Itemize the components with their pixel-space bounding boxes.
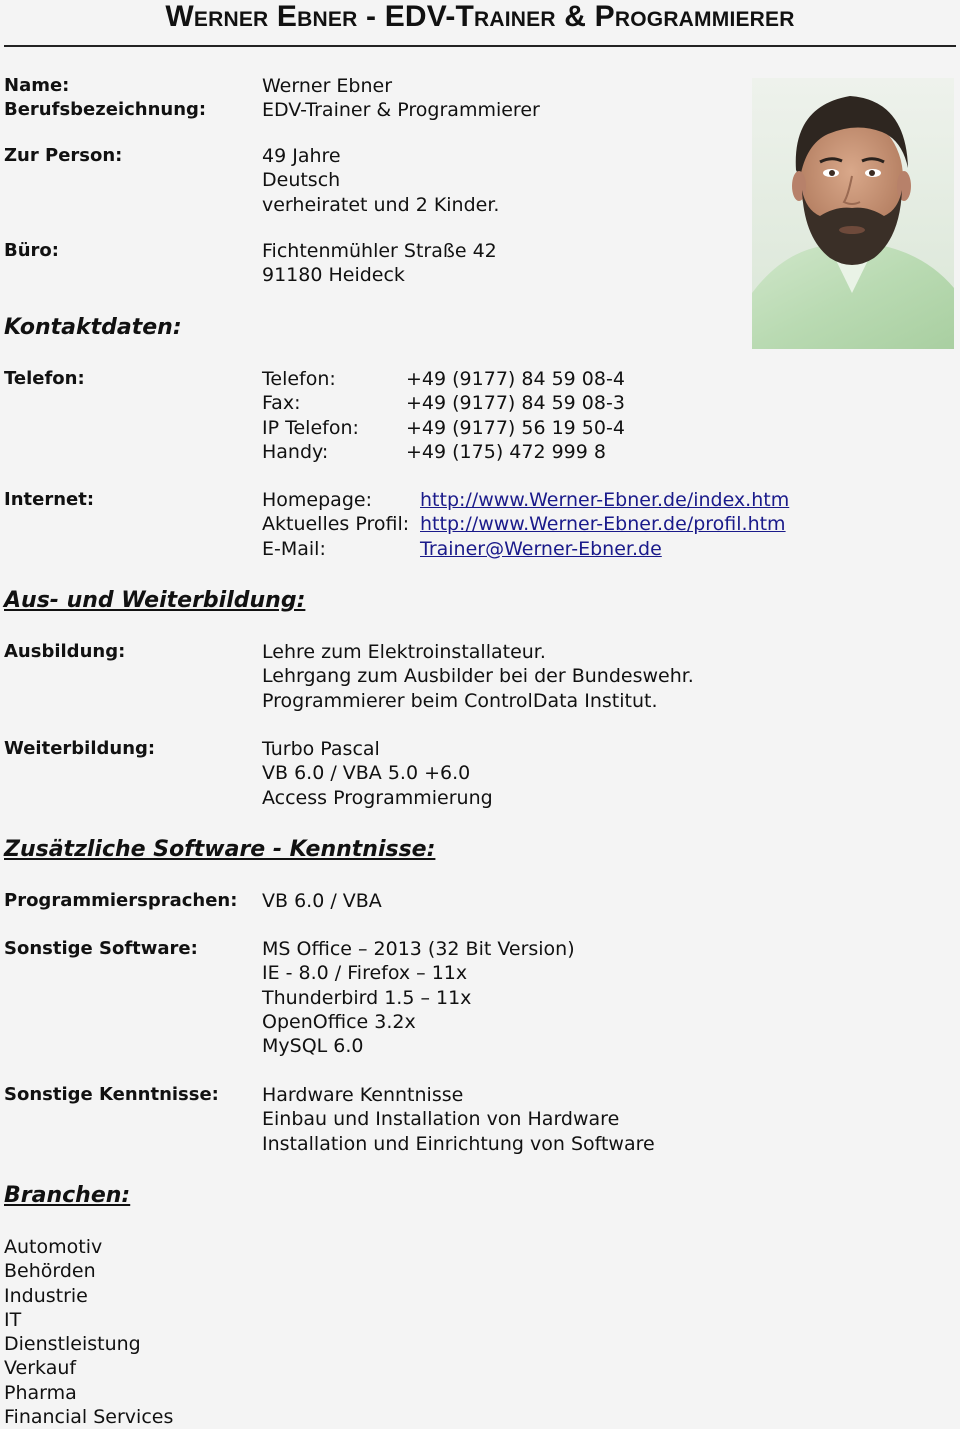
programming-languages-value: VB 6.0 / VBA [262, 890, 382, 912]
email-link[interactable]: Trainer@Werner-Ebner.de [420, 537, 662, 560]
training-label: Ausbildung: [4, 641, 126, 662]
further-training-details [262, 737, 493, 810]
skill-item: Einbau und Installation von Hardware [262, 1108, 620, 1131]
branch-item: IT [4, 1308, 22, 1331]
software-item: MS Office – 2013 (32 Bit Version) [262, 938, 575, 960]
name-label: Name: [4, 75, 70, 96]
profile-sublabel: Aktuelles Profil: [262, 513, 410, 536]
skill-item: Hardware Kenntnisse [262, 1084, 464, 1106]
section-heading-branches: Branchen: [4, 1183, 131, 1208]
office-address [262, 239, 497, 288]
title-divider [4, 45, 956, 47]
training-details [262, 640, 694, 713]
internet-label: Internet: [4, 489, 95, 510]
profile-link[interactable]: http://www.Werner-Ebner.de/profil.htm [420, 513, 786, 536]
branches-list [4, 1235, 173, 1429]
software-item: Thunderbird 1.5 – 11x [262, 986, 472, 1009]
portrait-image [752, 78, 954, 349]
phone-label: Telefon: [4, 368, 85, 389]
homepage-link[interactable]: http://www.Werner-Ebner.de/index.htm [420, 489, 790, 511]
phone-sublabels [262, 367, 359, 464]
software-item: OpenOffice 3.2x [262, 1010, 416, 1033]
training-line: Lehre zum Elektroinstallateur. [262, 641, 546, 663]
branch-item: Pharma [4, 1381, 77, 1404]
job-title-value: EDV-Trainer & Programmierer [262, 99, 540, 121]
person-line: verheiratet und 2 Kinder. [262, 193, 500, 216]
software-item: IE - 8.0 / Firefox – 11x [262, 962, 468, 985]
email-sublabel: E-Mail: [262, 537, 326, 560]
phone-number: +49 (9177) 84 59 08-4 [406, 368, 625, 390]
job-title-label: Berufsbezeichnung: [4, 99, 207, 120]
branch-item: Behörden [4, 1260, 96, 1283]
software-item: MySQL 6.0 [262, 1035, 364, 1058]
ip-phone-number: +49 (9177) 56 19 50-4 [406, 416, 625, 439]
mobile-number: +49 (175) 472 999 8 [406, 440, 606, 463]
fax-sublabel: Fax: [262, 392, 301, 415]
branch-item: Industrie [4, 1284, 88, 1307]
branch-item: Automotiv [4, 1236, 103, 1258]
phone-values [406, 367, 625, 464]
section-heading-education: Aus- und Weiterbildung: [4, 588, 306, 613]
other-software-list [262, 937, 575, 1058]
programming-languages-label: Programmiersprachen: [4, 890, 238, 911]
other-software-label: Sonstige Software: [4, 938, 198, 959]
branch-item: Financial Services [4, 1406, 174, 1429]
page-title: Werner Ebner - EDV-Trainer & Programmierer [165, 0, 795, 33]
person-label: Zur Person: [4, 145, 123, 166]
further-training-label: Weiterbildung: [4, 738, 156, 759]
section-heading-software: Zusätzliche Software - Kenntnisse: [4, 837, 436, 862]
fax-number: +49 (9177) 84 59 08-3 [406, 392, 625, 415]
phone-sublabel: Telefon: [262, 368, 336, 390]
section-heading-contact: Kontaktdaten: [4, 315, 182, 340]
further-training-line: VB 6.0 / VBA 5.0 +6.0 [262, 762, 471, 785]
other-skills-label: Sonstige Kenntnisse: [4, 1084, 219, 1105]
name-value: Werner Ebner [262, 75, 393, 97]
training-line: Lehrgang zum Ausbilder bei der Bundeswehr. [262, 665, 694, 688]
homepage-sublabel: Homepage: [262, 489, 372, 511]
skill-item: Installation und Einrichtung von Software [262, 1132, 655, 1155]
training-line: Programmierer beim ControlData Institut. [262, 689, 658, 712]
person-line: 49 Jahre [262, 145, 341, 167]
profile-photo [752, 78, 954, 349]
branch-item: Verkauf [4, 1357, 77, 1380]
other-skills-list [262, 1083, 655, 1156]
person-details [262, 144, 499, 217]
address-line: 91180 Heideck [262, 264, 405, 287]
further-training-line: Access Programmierung [262, 786, 493, 809]
person-line: Deutsch [262, 169, 341, 192]
internet-links [420, 488, 789, 561]
address-line: Fichtenmühler Straße 42 [262, 240, 497, 262]
further-training-line: Turbo Pascal [262, 738, 380, 760]
branch-item: Dienstleistung [4, 1333, 141, 1356]
ip-phone-sublabel: IP Telefon: [262, 416, 359, 439]
mobile-sublabel: Handy: [262, 440, 329, 463]
internet-sublabels [262, 488, 409, 561]
office-label: Büro: [4, 240, 59, 261]
